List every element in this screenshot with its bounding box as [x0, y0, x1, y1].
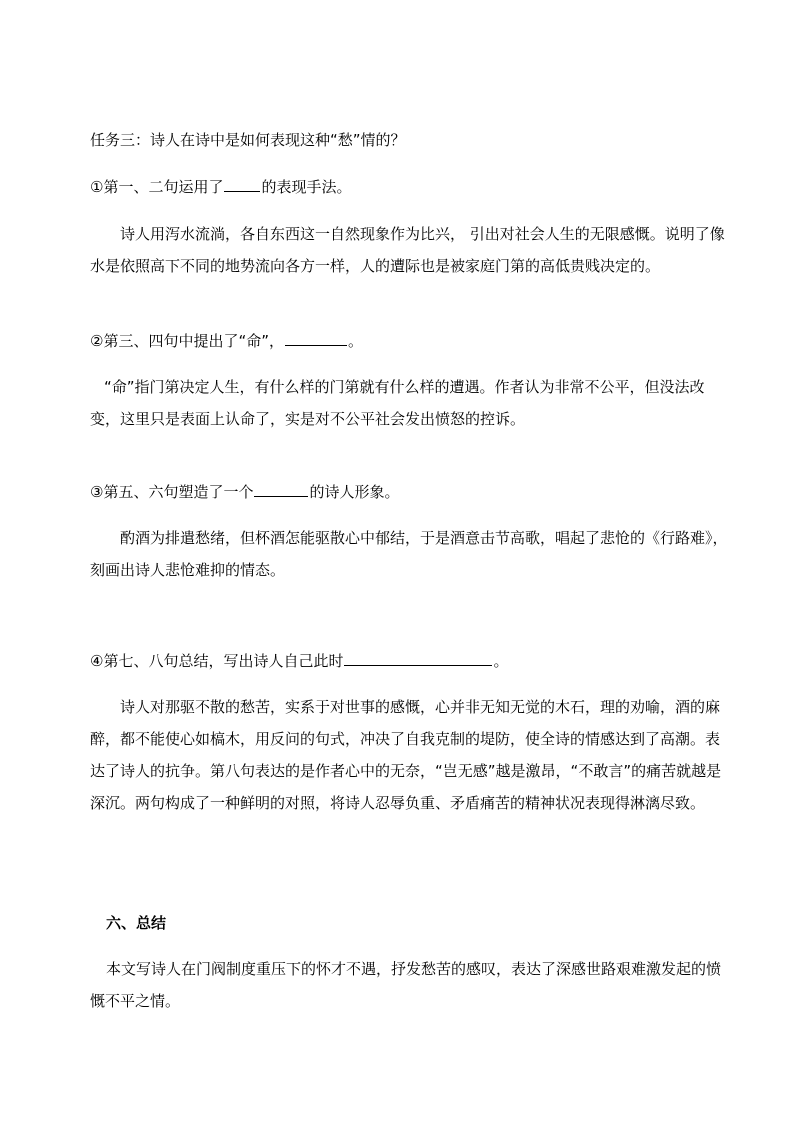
- item3-prefix: ③第五、六句塑造了一个: [90, 483, 254, 501]
- item2-question: [90, 325, 730, 357]
- item4-suffix: 。: [493, 652, 509, 670]
- item3-question: [90, 476, 730, 508]
- item1-suffix: 的表现手法。: [261, 178, 352, 196]
- task3-heading: 任务三：诗人在诗中是如何表现这种“愁”情的？: [90, 131, 406, 149]
- item4-question: [90, 645, 730, 677]
- item3-answer: 酌酒为排遣愁绪，但杯酒怎能驱散心中郁结，于是酒意击节高歌，唱起了悲怆的《行路难》，刻画出诗人悲怆难抑的情态。: [90, 529, 728, 579]
- item4-prefix: ④第七、八句总结，写出诗人自己此时: [90, 652, 344, 670]
- item1-question: [90, 171, 730, 203]
- item4-answer: 诗人对那驱不散的愁苦，实系于对世事的感慨，心并非无知无觉的木石，理的劝喻，酒的麻醉，都不能使心如槁木，用反问的句式，冲决了自我克制的堤防，使全诗的情感达到了高潮。表达了诗人的抗争。第八句表达的是作者心中的无奈，“岂无感”越是激昂，“不敢言”的痛苦就越是深沉。两句构成了一种鲜明的对照，将诗人忍辱负重、矛盾痛苦的精神状况表现得淋漓尽致。: [90, 698, 722, 812]
- item2-blank[interactable]: [285, 327, 347, 346]
- item3-blank[interactable]: [254, 478, 308, 497]
- item2-prefix: ②第三、四句中提出了“命”，: [90, 332, 284, 350]
- item2-suffix: 。: [348, 332, 364, 350]
- item4-blank[interactable]: [344, 647, 492, 666]
- item1-prefix: ①第一、二句运用了: [90, 178, 224, 196]
- summary-heading: 六、总结: [106, 914, 167, 932]
- item3-suffix: 的诗人形象。: [309, 483, 400, 501]
- item1-answer: 诗人用泻水流淌，各自东西这一自然现象作为比兴， 引出对社会人生的无限感慨。说明了像水是依照高下不同的地势流向各方一样，人的遭际也是被家庭门第的高低贵贱决定的。: [90, 225, 725, 275]
- item2-answer: “命”指门第决定人生，有什么样的门第就有什么样的遭遇。作者认为非常不公平，但没法改变，这里只是表面上认命了，实是对不公平社会发出愤怒的控诉。: [90, 378, 705, 428]
- item1-blank[interactable]: [224, 173, 260, 192]
- summary-text: 本文写诗人在门阀制度重压下的怀才不遇，抒发愁苦的感叹，表达了深感世路艰难激发起的愤慨不平之情。: [90, 960, 722, 1010]
